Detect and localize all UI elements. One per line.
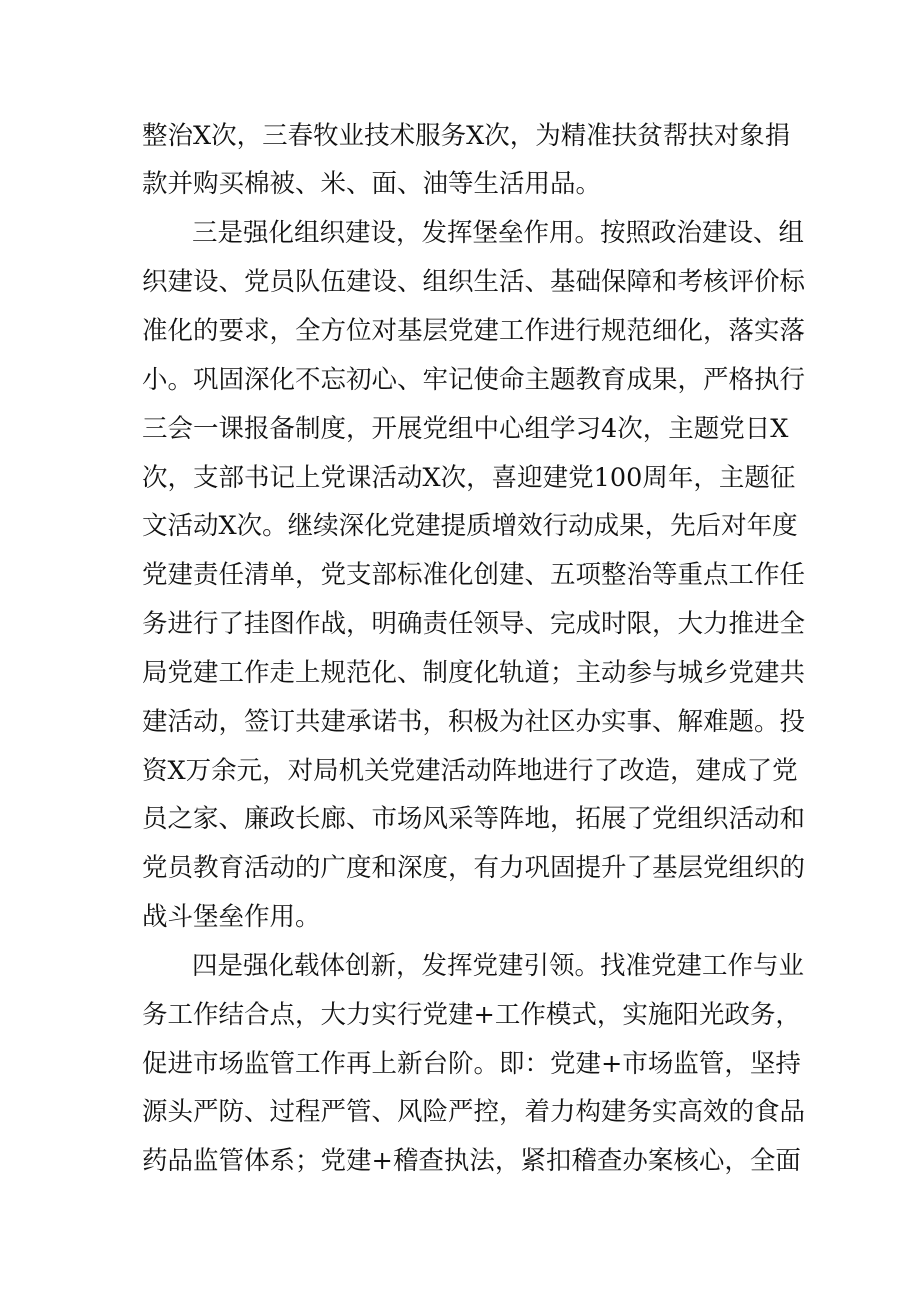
text-line: 文活动X次。继续深化党建提质增效行动成果，先后对年度 [142, 511, 798, 541]
text-line: 药品监管体系；党建+稽查执法，紧扣稽查办案核心，全面 [142, 1146, 801, 1176]
text-line: 建活动，签订共建承诺书，积极为社区办实事、解难题。投 [142, 707, 806, 737]
text-line: 战斗堡垒作用。 [142, 902, 321, 932]
text-line: 次，支部书记上党课活动X次，喜迎建党100周年，主题征 [142, 463, 796, 493]
text-line: 党建责任清单，党支部标准化创建、五项整治等重点工作任 [142, 560, 806, 590]
text-line: 织建设、党员队伍建设、组织生活、基础保障和考核评价标 [142, 267, 806, 297]
text-line: 局党建工作走上规范化、制度化轨道；主动参与城乡党建共 [142, 658, 806, 688]
text-line: 小。巩固深化不忘初心、牢记使命主题教育成果，严格执行 [142, 365, 806, 395]
text-line: 党员教育活动的广度和深度，有力巩固提升了基层党组织的 [142, 853, 806, 883]
text-line: 员之家、廉政长廊、市场风采等阵地，拓展了党组织活动和 [142, 804, 806, 834]
text-line: 源头严防、过程严管、风险严控，着力构建务实高效的食品 [142, 1097, 806, 1127]
paragraph-first-line: 四是强化载体创新，发挥党建引领。找准党建工作与业 [192, 951, 805, 981]
text-line: 款并购买棉被、米、面、油等生活用品。 [142, 169, 602, 199]
text-line: 务进行了挂图作战，明确责任领导、完成时限，大力推进全 [142, 609, 806, 639]
text-line: 三会一课报备制度，开展党组中心组学习4次，主题党日X [142, 414, 789, 444]
text-line: 资X万余元，对局机关党建活动阵地进行了改造，建成了党 [142, 756, 798, 786]
text-line: 整治X次，三春牧业技术服务X次，为精准扶贫帮扶对象捐 [142, 121, 791, 151]
paragraph-first-line: 三是强化组织建设，发挥堡垒作用。按照政治建设、组 [192, 218, 805, 248]
text-line: 促进市场监管工作再上新台阶。即：党建+市场监管，坚持 [142, 1049, 801, 1079]
text-line: 务工作结合点，大力实行党建+工作模式，实施阳光政务， [142, 1000, 801, 1030]
text-line: 准化的要求，全方位对基层党建工作进行规范细化，落实落 [142, 316, 806, 346]
